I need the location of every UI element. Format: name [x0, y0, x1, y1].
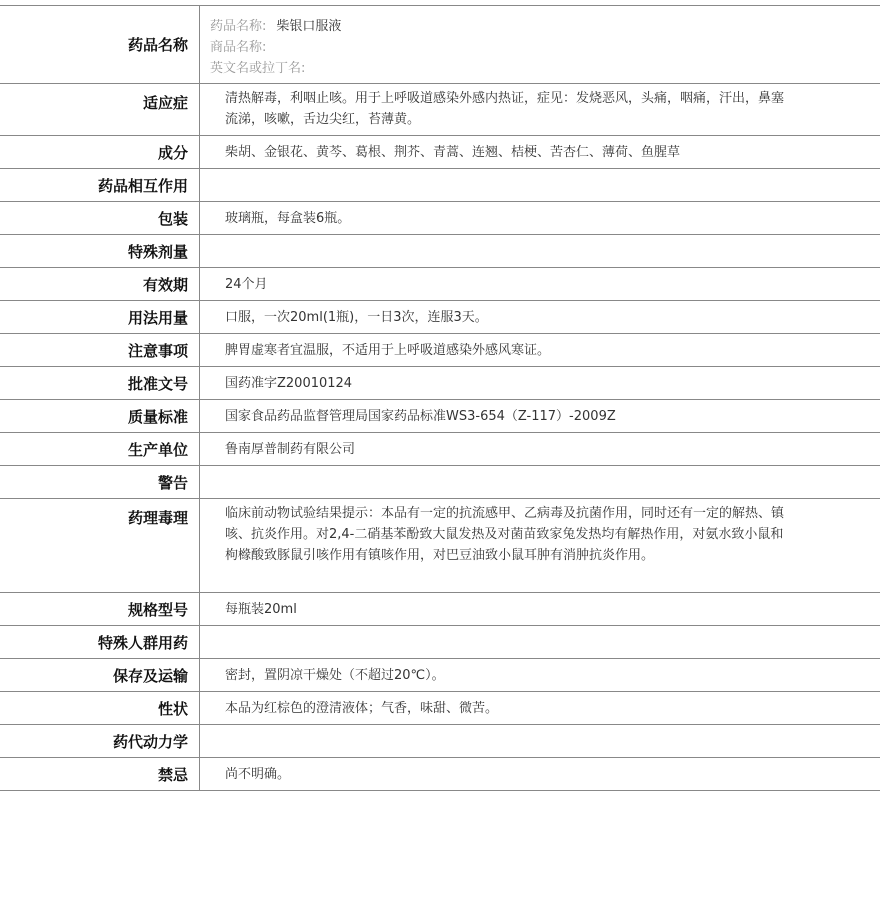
- row-special-dosage: [0, 235, 880, 268]
- row-label: 包装: [0, 202, 200, 234]
- row-value: 临床前动物试验结果提示：本品有一定的抗流感甲、乙病毒及抗菌作用，同时还有一定的解热、镇咳、抗炎作用。对2,4-二硝基苯酚致大鼠发热及对菌苗致家兔发热均有解热作用，对氨水致小鼠和枸橼酸致豚鼠引咳作用有镇咳作用，对巴豆油致小鼠耳肿有消肿抗炎作用。: [225, 506, 785, 563]
- row-label: 用法用量: [0, 301, 200, 333]
- row-label: 批准文号: [0, 367, 200, 399]
- row-label: 性状: [0, 692, 200, 724]
- row-label: 保存及运输: [0, 659, 200, 691]
- row-usage: [0, 301, 880, 334]
- row-value: [200, 725, 880, 757]
- row-label: 禁忌: [0, 758, 200, 790]
- row-label: 药代动力学: [0, 725, 200, 757]
- row-expiry: [0, 268, 880, 301]
- row-ingredients: [0, 136, 880, 169]
- row-value: 国家食品药品监督管理局国家药品标准WS3-654（Z-117）-2009Z: [225, 408, 616, 424]
- row-manufacturer: [0, 433, 880, 466]
- row-value: 柴胡、金银花、黄芩、葛根、荆芥、青蒿、连翘、桔梗、苦杏仁、薄荷、鱼腥草: [225, 144, 681, 160]
- row-value: [200, 626, 880, 658]
- row-value: 每瓶装20ml: [225, 601, 297, 617]
- row-label: 成分: [0, 136, 200, 168]
- drug-name-label: 药品名称:: [210, 19, 267, 34]
- row-warning: [0, 466, 880, 499]
- row-pharmacology: [0, 499, 880, 593]
- row-value: 脾胃虚寒者宜温服，不适用于上呼吸道感染外感风寒证。: [225, 342, 551, 358]
- english-name-label: 英文名或拉丁名:: [210, 61, 306, 76]
- row-special-population: [0, 626, 880, 659]
- row-quality-standard: [0, 400, 880, 433]
- row-precautions: [0, 334, 880, 367]
- row-packaging: [0, 202, 880, 235]
- drug-name-block: [200, 6, 880, 83]
- row-label: 药品名称: [0, 6, 200, 83]
- row-specification: [0, 593, 880, 626]
- row-label: 有效期: [0, 268, 200, 300]
- row-label: 质量标准: [0, 400, 200, 432]
- row-contraindications: [0, 758, 880, 791]
- row-label: 警告: [0, 466, 200, 498]
- row-value: 鲁南厚普制药有限公司: [225, 441, 356, 457]
- row-value: 玻璃瓶，每盒装6瓶。: [225, 210, 351, 226]
- row-value: 国药准字Z20010124: [225, 375, 353, 391]
- row-storage: [0, 659, 880, 692]
- row-label: 药理毒理: [0, 499, 200, 592]
- row-value: 本品为红棕色的澄清液体；气香，味甜、微苦。: [225, 700, 499, 716]
- row-value: [200, 235, 880, 267]
- row-interactions: [0, 169, 880, 202]
- trade-name-label: 商品名称:: [210, 40, 267, 55]
- row-value: 密封，置阴凉干燥处（不超过20℃）。: [225, 667, 445, 683]
- row-label: 规格型号: [0, 593, 200, 625]
- row-value: 尚不明确。: [225, 766, 291, 782]
- row-approval-number: [0, 367, 880, 400]
- row-label: 注意事项: [0, 334, 200, 366]
- row-label: 特殊人群用药: [0, 626, 200, 658]
- row-value: 24个月: [225, 276, 268, 292]
- row-pharmacokinetics: [0, 725, 880, 758]
- row-value: 口服，一次20ml(1瓶)，一日3次，连服3天。: [225, 309, 488, 325]
- row-label: 药品相互作用: [0, 169, 200, 201]
- drug-name-value: 柴银口服液: [276, 19, 342, 34]
- row-description: [0, 692, 880, 725]
- drug-info-table: [0, 5, 880, 791]
- row-drug-name: [0, 6, 880, 84]
- row-value: 清热解毒，利咽止咳。用于上呼吸道感染外感内热证，症见：发烧恶风，头痛，咽痛，汗出，鼻塞流涕，咳嗽，舌边尖红，苔薄黄。: [225, 91, 785, 127]
- row-label: 生产单位: [0, 433, 200, 465]
- row-value: [200, 466, 880, 498]
- row-label: 特殊剂量: [0, 235, 200, 267]
- row-value: [200, 169, 880, 201]
- row-indications: [0, 84, 880, 136]
- row-label: 适应症: [0, 84, 200, 135]
